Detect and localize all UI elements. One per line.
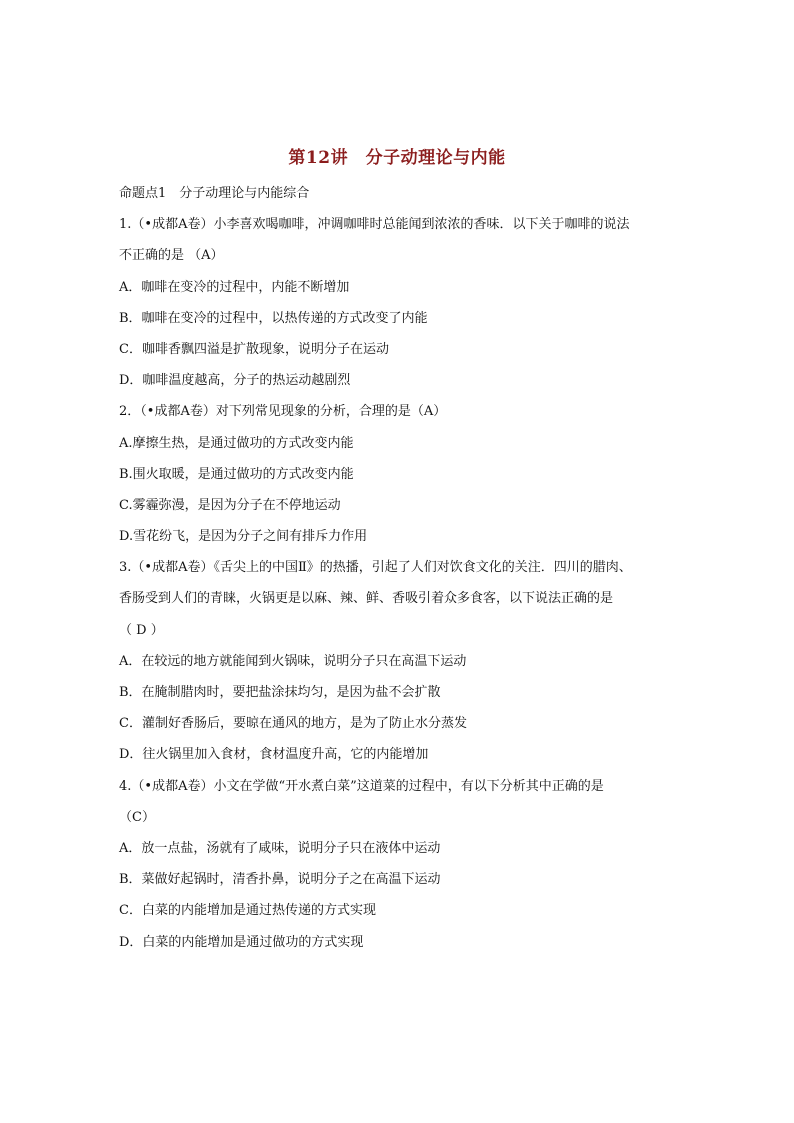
question-2 (119, 396, 679, 552)
answer-option: A．在较远的地方就能闻到火锅味，说明分子只在高温下运动 (119, 653, 467, 669)
answer-option: A．咖啡在变冷的过程中，内能不断增加 (119, 279, 350, 295)
answer-option: D．往火锅里加入食材，食材温度升高，它的内能增加 (119, 747, 429, 763)
answer-option: C．灌制好香肠后，要晾在通风的地方，是为了防止水分蒸发 (119, 716, 467, 732)
answer-option: C．咖啡香飘四溢是扩散现象，说明分子在运动 (119, 341, 389, 357)
question-3 (119, 552, 679, 770)
answer-option: C．白菜的内能增加是通过热传递的方式实现 (119, 903, 376, 919)
answer-option: B．菜做好起锅时，清香扑鼻，说明分子之在高温下运动 (119, 872, 441, 888)
question-stem-line: 4.（•成都A卷）小文在学做“开水煮白菜”这道菜的过程中，有以下分析其中正确的是 (119, 778, 604, 794)
answer-option: D．白菜的内能增加是通过做功的方式实现 (119, 934, 364, 950)
question-stem-line: 不正确的是 （A） (119, 248, 224, 264)
answer-option: B.围火取暖，是通过做功的方式改变内能 (119, 466, 354, 482)
question-1 (119, 209, 679, 396)
question-stem-line: 2．（•成都A卷）对下列常见现象的分析，合理的是（A） (119, 404, 447, 420)
answer-option: D.雪花纷飞，是因为分子之间有排斥力作用 (119, 529, 368, 545)
answer-option: B．在腌制腊肉时，要把盐涂抹均匀，是因为盐不会扩散 (119, 685, 441, 700)
answer-option: A.摩擦生热，是通过做功的方式改变内能 (119, 435, 354, 451)
section-heading: 命题点1 分子动理论与内能综合 (119, 186, 310, 201)
document-body (119, 178, 679, 958)
question-stem-line: 1.（•成都A卷）小李喜欢喝咖啡，冲调咖啡时总能闻到浓浓的香味．以下关于咖啡的说法 (119, 217, 630, 233)
question-4 (119, 771, 679, 958)
question-stem-line: 香肠受到人们的青睐，火锅更是以麻、辣、鲜、香吸引着众多食客，以下说法正确的是 (119, 591, 614, 607)
question-stem-line: （C） (119, 809, 155, 825)
answer-option: D．咖啡温度越高，分子的热运动越剧烈 (119, 373, 351, 389)
answer-option: B．咖啡在变冷的过程中，以热传递的方式改变了内能 (119, 310, 428, 326)
answer-option: C.雾霾弥漫，是因为分子在不停地运动 (119, 497, 341, 513)
answer-option: A．放一点盐，汤就有了咸味，说明分子只在液体中运动 (119, 840, 441, 856)
question-stem-line: 3.（•成都A卷）《舌尖上的中国Ⅱ》的热播，引起了人们对饮食文化的关注．四川的腊肉、 (119, 560, 632, 576)
question-stem-line: （ D ） (119, 622, 164, 638)
page-title: 第12讲 分子动理论与内能 (288, 148, 506, 168)
